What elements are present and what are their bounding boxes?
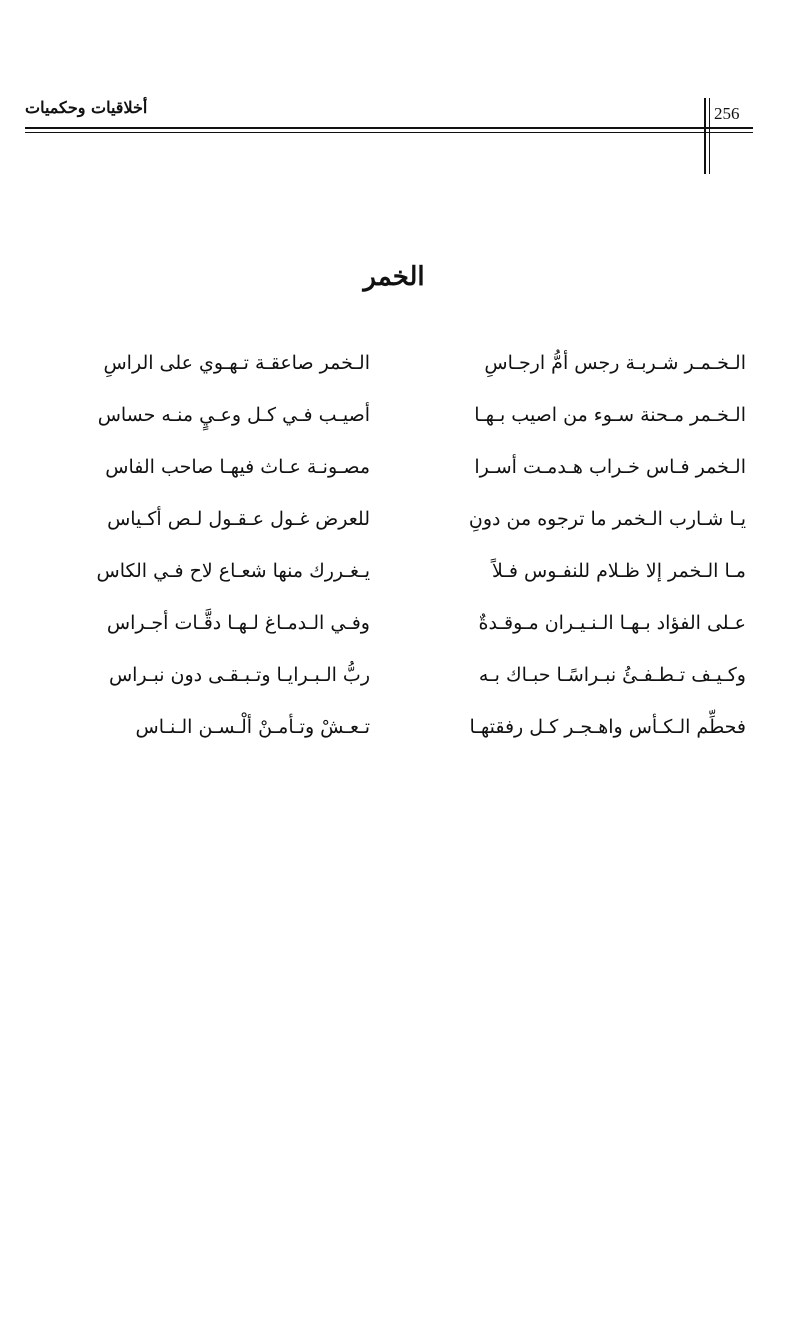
verse-1 [0,345,788,397]
header-rule-thin [25,132,753,133]
running-header-title: أخلاقيات وحكميات [25,98,148,117]
verse-6 [0,605,788,657]
verse-4-second-hemistich: للعرض غـول عـقـول لـص أكـياس [107,508,370,530]
verse-3-second-hemistich: مصـونـة عـاث فيهـا صاحب الفاس [105,456,370,478]
verse-2-first-hemistich: الـخـمر مـحنة سـوء من اصيب بـهـا [474,404,746,426]
poem-title: الخمر [363,262,425,292]
verse-2 [0,397,788,449]
verse-5-second-hemistich: يـغـررك منها شعـاع لاح فـي الكاس [96,560,370,582]
verse-3 [0,449,788,501]
verse-6-first-hemistich: عـلى الفؤاد بـهـا الـنـيـران مـوقـدةٌ [478,612,746,634]
verse-5-first-hemistich: مـا الـخمر إلا ظـلام للنفـوس فـلاً [492,560,746,582]
verse-4-first-hemistich: يـا شـارب الـخمر ما ترجوه من دونِ [468,508,746,530]
header-rule-thick [25,127,753,129]
verse-2-second-hemistich: أصيـب فـي كـل وعـيٍ منـه حساس [97,404,370,426]
verse-7 [0,657,788,709]
verse-8-first-hemistich: فحطِّم الـكـأس واهـجـر كـل رفقتهـا [469,716,746,738]
verse-7-second-hemistich: ربُّ الـبـرايـا وتـبـقـى دون نبـراس [108,664,370,686]
page-number-divider-outer [704,98,706,174]
verse-8-second-hemistich: تـعـشْ وتـأمـنْ ألْـسـن الـنـاس [135,716,370,738]
verse-7-first-hemistich: وكـيـف تـطـفـئُ نبـراسًـا حبـاك بـه [478,664,746,686]
verse-3-first-hemistich: الـخمر فـاس خـراب هـدمـت أسـرا [474,456,746,478]
verse-4 [0,501,788,553]
verse-6-second-hemistich: وفـي الـدمـاغ لـهـا دقَّـات أجـراس [106,612,370,634]
verse-1-second-hemistich: الـخمر صاعقـة تـهـوي على الراسِ [103,352,370,374]
verse-1-first-hemistich: الـخـمـر شـربـة رجس أمُّ ارجـاسِ [484,352,746,374]
verse-8 [0,709,788,761]
poem-verses [0,345,788,761]
page-number-divider-inner [709,98,710,174]
page-number: 256 [714,104,740,123]
verse-5 [0,553,788,605]
